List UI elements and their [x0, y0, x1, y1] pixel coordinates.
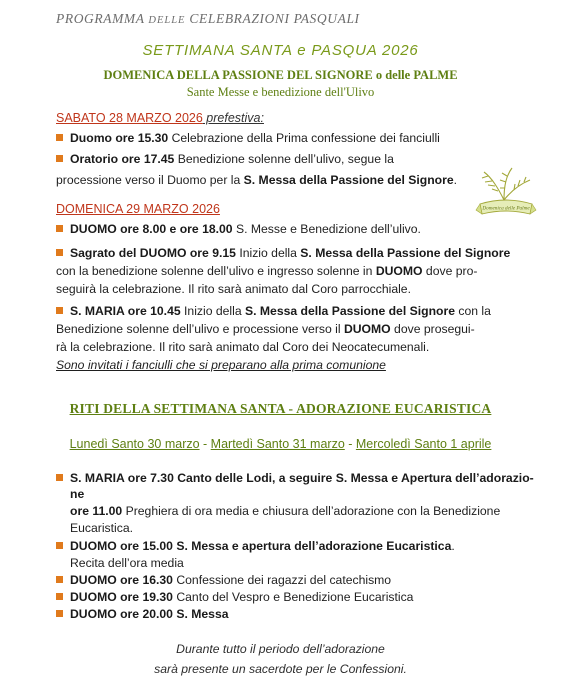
sunday-item-3-line3: rà la celebrazione. Il rito sarà animato dal Coro dei Neocatecumenali.: [56, 340, 430, 354]
saturday-item-1: [56, 131, 440, 145]
holy-week-item-1-line3: [70, 504, 500, 518]
palm-logo-text: Domenica delle Palme: [482, 205, 530, 212]
sunday-item-3-text2: con la: [454, 304, 491, 318]
sunday-item-2-text: Inizio della: [235, 246, 301, 260]
holy-week-item-1-line4: Eucaristica.: [70, 521, 133, 535]
saturday-item-2-end: .: [453, 173, 458, 187]
holy-week-item-3: [56, 573, 391, 587]
program-header-part1: PROGRAMMA: [56, 11, 149, 26]
saturday-item-2-time: Oratorio ore 17.45: [70, 152, 175, 166]
sunday-item-2-line2: [56, 264, 477, 278]
holy-week-item-5: [56, 607, 229, 621]
holy-week-item-2: [56, 539, 455, 553]
saturday-item-1-text: Celebrazione della Prima confessione dei fanciulli: [168, 131, 440, 145]
sunday-item-2-line2-end: dove pro-: [422, 264, 478, 278]
sunday-item-3-line2-end: dove prosegui-: [390, 322, 475, 336]
saturday-note: prefestiva:: [202, 111, 264, 125]
sunday-item-3-line2: [56, 322, 475, 336]
holy-week-item-1-text: S. MARIA ore 7.30 Canto delle Lodi, a seguire S. Messa e Apertura dell’adorazio-: [70, 471, 534, 485]
palm-sunday-title: DOMENICA DELLA PASSIONE DEL SIGNORE o delle PALME: [103, 68, 458, 82]
holy-week-item-4-time: DUOMO ore 19.30: [70, 590, 173, 604]
tuesday-label: Martedì Santo 31 marzo: [210, 437, 345, 451]
program-header: [56, 11, 360, 27]
bullet-icon: [56, 225, 63, 232]
saturday-item-1-time: Duomo ore 15.30: [70, 131, 169, 145]
bullet-icon: [56, 542, 63, 549]
sunday-item-2-time: Sagrato del DUOMO ore 9.15: [70, 246, 236, 260]
bullet-icon: [56, 474, 63, 481]
sunday-item-3-duomo: DUOMO: [343, 322, 391, 336]
holy-week-item-1-line2: [70, 487, 84, 501]
palm-sunday-subtitle: Sante Messe e benedizione dell'Ulivo: [186, 85, 375, 99]
holy-week-days: [0, 437, 561, 451]
holy-week-item-2-line2: Recita dell’ora media: [70, 556, 184, 570]
holy-week-item-1-time2: ore 11.00: [70, 504, 123, 518]
holy-week-title: SETTIMANA SANTA e PASQUA 2026: [142, 42, 419, 59]
bullet-icon: [56, 249, 63, 256]
sunday-heading: [56, 202, 220, 216]
sunday-item-2-mass: S. Messa della Passione del Signore: [300, 246, 511, 260]
saturday-item-2-text: Benedizione solenne dell’ulivo, segue la: [174, 152, 394, 166]
holy-week-item-4: [56, 590, 413, 604]
bullet-icon: [56, 576, 63, 583]
sunday-item-3-mass: S. Messa della Passione del Signore: [245, 304, 455, 318]
program-header-part3: CELEBRAZIONI PASQUALI: [185, 11, 360, 26]
holy-week-item-1-text3: Preghiera di ora media e chiusura dell’adorazione con la Benedizione: [122, 504, 501, 518]
bullet-icon: [56, 593, 63, 600]
sunday-item-1-time: DUOMO ore 8.00 e ore 18.00: [70, 222, 233, 236]
holy-week-item-1-cont: ne: [70, 487, 85, 501]
sunday-item-1-text: S. Messe e Benedizione dell’ulivo.: [232, 222, 421, 236]
sunday-item-2-duomo: DUOMO: [375, 264, 423, 278]
days-separator: -: [344, 437, 356, 451]
sunday-date: DOMENICA 29 MARZO 2026: [56, 202, 220, 216]
saturday-heading: [56, 111, 264, 125]
saturday-date: SABATO 28 MARZO 2026: [56, 111, 203, 125]
program-header-part2: DELLE: [148, 15, 186, 26]
sunday-item-2-line2-text: con la benedizione solenne dell’ulivo e ingresso solenne in: [56, 264, 376, 278]
bullet-icon: [56, 610, 63, 617]
holy-week-rites-title: RITI DELLA SETTIMANA SANTA - ADORAZIONE EUCARISTICA: [69, 401, 492, 416]
sunday-item-3-text: Inizio della: [180, 304, 245, 318]
first-communion-note: Sono invitati i fanciulli che si preparano alla prima comunione: [56, 358, 386, 372]
holy-week-item-5-text: DUOMO ore 20.00 S. Messa: [70, 607, 229, 621]
holy-week-item-3-text: Confessione dei ragazzi del catechismo: [172, 573, 392, 587]
bullet-icon: [56, 307, 63, 314]
sunday-item-3: [56, 304, 491, 318]
holy-week-item-1: [56, 471, 534, 485]
sunday-item-3-time: S. MARIA ore 10.45: [70, 304, 181, 318]
closing-line-1: Durante tutto il periodo dell’adorazione: [176, 642, 385, 656]
days-separator: -: [199, 437, 211, 451]
sunday-item-3-line2-text: Benedizione solenne dell’ulivo e processione verso il: [56, 322, 344, 336]
sunday-item-1: [56, 222, 421, 236]
sunday-item-2: [56, 246, 510, 260]
saturday-item-2-cont: [56, 173, 457, 187]
saturday-item-2-mass: S. Messa della Passione del Signore: [243, 173, 454, 187]
holy-week-item-4-text: Canto del Vespro e Benedizione Eucaristica: [172, 590, 414, 604]
wednesday-label: Mercoledì Santo 1 aprile: [355, 437, 492, 451]
monday-label: Lunedì Santo 30 marzo: [69, 437, 200, 451]
bullet-icon: [56, 134, 63, 141]
palm-logo-icon: [474, 166, 538, 230]
saturday-item-2-cont-text: processione verso il Duomo per la: [56, 173, 244, 187]
holy-week-item-2-text: DUOMO ore 15.00 S. Messa e apertura dell’adorazione Eucaristica: [70, 539, 452, 553]
sunday-item-2-line3: seguirà la celebrazione. Il rito sarà animato dal Coro parrocchiale.: [56, 282, 411, 296]
saturday-item-2: [56, 152, 394, 166]
holy-week-item-2-end: .: [451, 539, 455, 553]
closing-line-2: sarà presente un sacerdote per le Confessioni.: [154, 662, 407, 676]
bullet-icon: [56, 155, 63, 162]
holy-week-item-3-time: DUOMO ore 16.30: [70, 573, 173, 587]
